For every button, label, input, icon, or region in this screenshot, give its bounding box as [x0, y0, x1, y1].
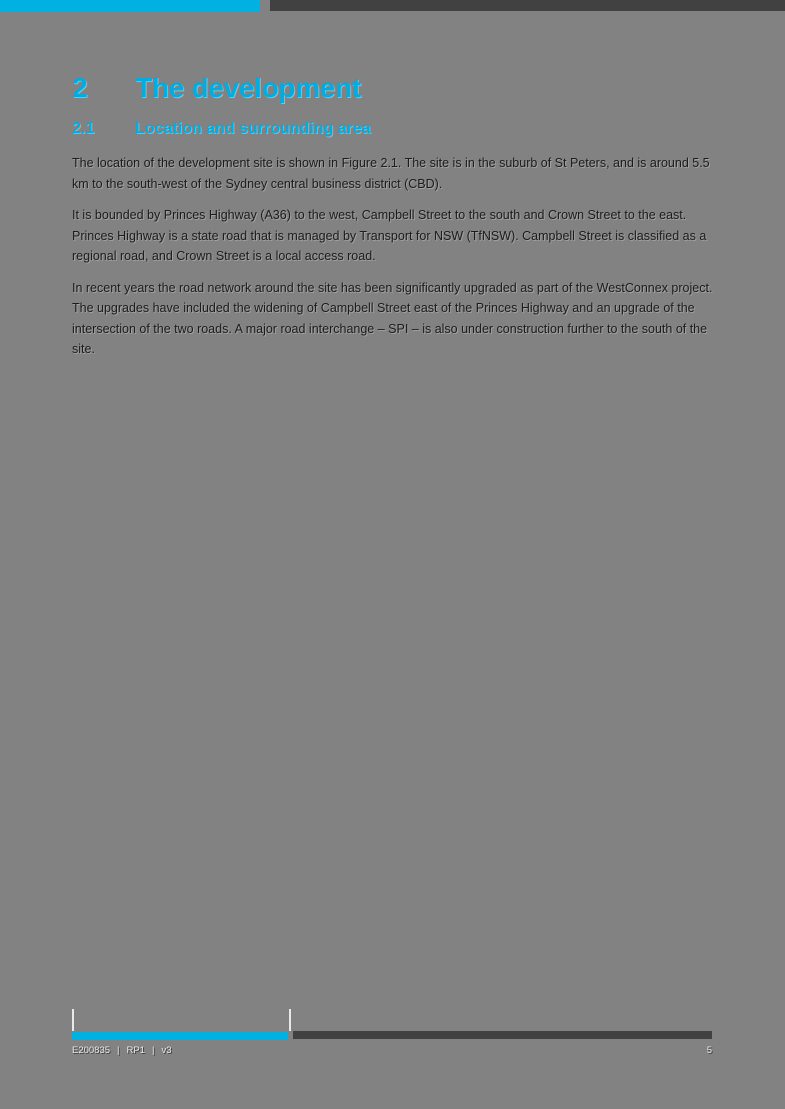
section-title: The development	[135, 72, 361, 103]
header-accent-bar	[0, 0, 260, 11]
section-number: 2	[72, 72, 88, 103]
paragraph: The location of the development site is shown in Figure 2.1. The site is in the suburb of St Peters, and is around 5.5 km to the south-west of the Sydney central business district (CBD).	[72, 156, 710, 191]
footer-reference: E200835	[72, 1045, 111, 1056]
footer-reference-line	[72, 1045, 712, 1056]
footer-separator: |	[152, 1045, 155, 1056]
subsection-heading	[72, 120, 712, 138]
body-text	[72, 153, 713, 371]
footer-tick-right	[289, 1009, 291, 1031]
paragraph: In recent years the road network around the site has been significantly upgraded as part of the WestConnex project. The upgrades have included the widening of Campbell Street east of the Princes Highway and an upgrade of the intersection of the two roads. A major road interchange – SPI – is also under construction further to the south of the site.	[72, 280, 713, 356]
subsection-number: 2.1	[72, 120, 95, 137]
footer-dark-rule	[293, 1031, 712, 1039]
footer-accent-rule	[72, 1031, 287, 1039]
footer-separator: |	[117, 1045, 120, 1056]
section-heading	[72, 72, 712, 104]
header-dark-bar	[270, 0, 785, 11]
footer-doc-code: RP1	[126, 1045, 145, 1056]
footer-tick-left	[72, 1009, 74, 1031]
page-number: 5	[706, 1045, 712, 1056]
paragraph: It is bounded by Princes Highway (A36) to the west, Campbell Street to the south and Crown Street to the east. Princes Highway is a state road that is managed by Transport for NSW (TfNSW). Campbell Street is classified as a regional road, and Crown Street is a local access road.	[72, 208, 707, 263]
subsection-title: Location and surrounding area	[135, 120, 371, 137]
footer-version: v3	[161, 1045, 172, 1056]
